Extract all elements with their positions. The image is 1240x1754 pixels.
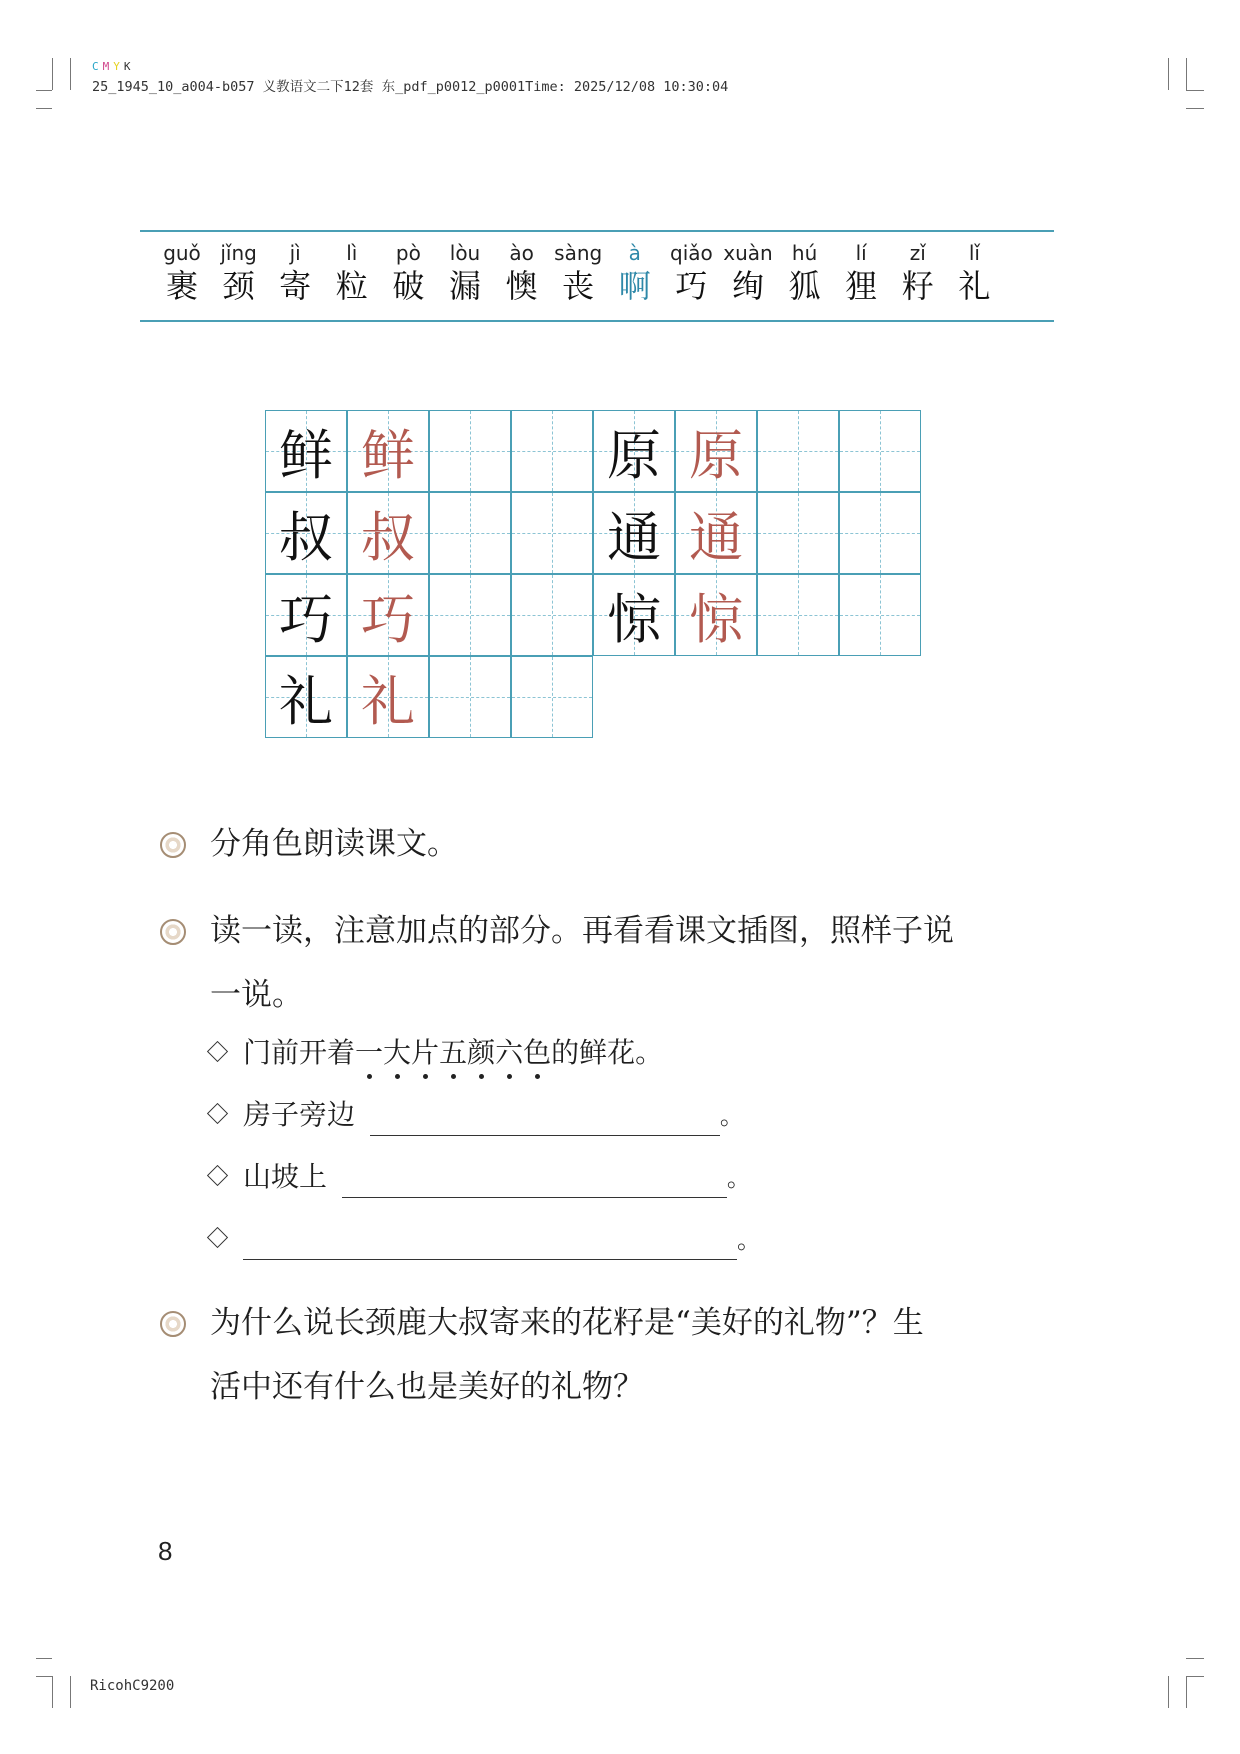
emphasized-character: 颜 — [467, 1033, 495, 1073]
grid-character: 惊 — [689, 587, 743, 651]
vocabulary-list — [160, 240, 1040, 306]
empty-writing-cell[interactable] — [511, 492, 593, 574]
period: 。 — [726, 1164, 751, 1192]
emphasized-phrase — [355, 1036, 551, 1069]
empty-writing-cell[interactable] — [429, 410, 511, 492]
exercise-2-line-2: 一说。 — [210, 977, 303, 1013]
model-character-cell — [265, 492, 347, 574]
example-4 — [210, 1219, 761, 1260]
vocab-hanzi: 粒 — [335, 267, 368, 305]
emphasized-character: 大 — [383, 1033, 411, 1073]
vocab-hanzi: 啊 — [618, 267, 651, 305]
crop-mark — [1186, 108, 1204, 109]
example-2-prefix: 房子旁边 — [243, 1098, 356, 1131]
empty-writing-cell[interactable] — [839, 410, 921, 492]
vocab-item — [890, 240, 946, 306]
emphasized-character: 六 — [495, 1033, 523, 1073]
vocab-pinyin: jǐng — [220, 241, 257, 265]
exercise-2-line-1: 读一读，注意加点的部分。再看看课文插图，照样子说 — [210, 913, 954, 949]
grid-character: 原 — [689, 423, 743, 487]
crop-mark — [36, 1676, 52, 1677]
crop-mark — [1186, 1658, 1204, 1659]
vocab-hanzi: 绚 — [731, 267, 764, 305]
model-character-cell — [593, 492, 675, 574]
vocab-pinyin: à — [628, 241, 641, 265]
vocab-item — [720, 240, 776, 306]
vocab-bottom-rule — [140, 320, 1054, 322]
vocab-pinyin: hú — [791, 241, 818, 265]
exercise-1-text: 分角色朗读课文。 — [210, 826, 458, 862]
vocab-hanzi: 丧 — [562, 267, 595, 305]
vocab-pinyin: lǐ — [968, 241, 980, 265]
cmyk-m: M — [102, 60, 114, 73]
answer-blank[interactable] — [243, 1225, 737, 1260]
model-character-cell — [265, 410, 347, 492]
vocab-pinyin: sàng — [554, 241, 603, 265]
trace-character-cell — [347, 410, 429, 492]
trace-character-cell — [675, 410, 757, 492]
exercise-2-text — [210, 899, 990, 1027]
empty-writing-cell[interactable] — [757, 410, 839, 492]
trace-character-cell — [347, 574, 429, 656]
vocab-item — [607, 240, 663, 306]
vocab-top-rule — [140, 230, 1054, 232]
empty-writing-cell[interactable] — [511, 410, 593, 492]
writing-grid — [265, 410, 925, 742]
vocab-pinyin: lí — [855, 241, 867, 265]
vocab-pinyin: lòu — [449, 241, 481, 265]
vocab-pinyin: lì — [346, 241, 358, 265]
emphasized-character: 色 — [523, 1033, 551, 1073]
grid-character: 鲜 — [279, 423, 333, 487]
emphasized-character: 一 — [355, 1033, 383, 1073]
vocab-item — [663, 240, 719, 306]
vocab-pinyin: pò — [395, 241, 421, 265]
crop-mark — [52, 1676, 53, 1708]
diamond-bullet-icon — [207, 1041, 228, 1062]
vocab-item — [777, 240, 833, 306]
period: 。 — [737, 1226, 761, 1254]
vocab-item — [494, 240, 550, 306]
printer-footer: RicohC9200 — [90, 1678, 175, 1694]
vocab-pinyin: ào — [509, 241, 534, 265]
trace-character-cell — [675, 574, 757, 656]
empty-writing-cell[interactable] — [839, 574, 921, 656]
emphasized-character: 片 — [411, 1033, 439, 1073]
crop-mark — [1186, 1676, 1204, 1677]
vocab-pinyin: zǐ — [909, 241, 926, 265]
crop-mark — [36, 1658, 52, 1659]
print-job-line: 25_1945_10_a004-b057 义教语文二下12套 东_pdf_p0012_p0001Time: 2025/12/08 10:30:04 — [92, 79, 729, 95]
vocab-pinyin: xuàn — [723, 241, 773, 265]
example-3-prefix: 山坡上 — [243, 1160, 328, 1193]
cmyk-marks — [92, 60, 135, 73]
vocab-item — [324, 240, 380, 306]
page-number: 8 — [158, 1536, 173, 1566]
vocab-hanzi: 寄 — [279, 267, 312, 305]
cmyk-y: Y — [113, 60, 124, 73]
empty-writing-cell[interactable] — [511, 574, 593, 656]
empty-writing-cell[interactable] — [429, 656, 511, 738]
vocab-hanzi: 礼 — [958, 267, 991, 305]
grid-character: 巧 — [279, 587, 333, 651]
emphasized-character: 五 — [439, 1033, 467, 1073]
model-character-cell — [265, 574, 347, 656]
grid-character: 惊 — [607, 587, 661, 651]
model-character-cell — [593, 410, 675, 492]
grid-character: 叔 — [279, 505, 333, 569]
diamond-bullet-icon — [207, 1227, 228, 1248]
vocab-pinyin: jì — [289, 241, 301, 265]
cmyk-k: K — [123, 60, 135, 73]
grid-character: 巧 — [361, 587, 415, 651]
grid-character: 通 — [689, 505, 743, 569]
vocab-item — [833, 240, 889, 306]
vocab-hanzi: 巧 — [675, 267, 708, 305]
vocab-item — [550, 240, 606, 306]
grid-character: 通 — [607, 505, 661, 569]
vocab-item — [437, 240, 493, 306]
vocab-pinyin: qiǎo — [670, 241, 713, 265]
diamond-bullet-icon — [207, 1103, 228, 1124]
example-1-start: 门前开着 — [243, 1036, 356, 1069]
exercise-3-line-2: 活中还有什么也是美好的礼物？ — [210, 1369, 644, 1405]
period: 。 — [719, 1102, 744, 1130]
trace-character-cell — [675, 492, 757, 574]
example-3 — [210, 1157, 751, 1198]
grid-character: 鲜 — [361, 423, 415, 487]
exercise-3-line-1: 为什么说长颈鹿大叔寄来的花籽是“美好的礼物”？生 — [210, 1305, 924, 1341]
crop-mark — [36, 90, 52, 91]
model-character-cell — [265, 656, 347, 738]
diamond-bullet-icon — [207, 1165, 228, 1186]
crop-mark — [70, 1676, 71, 1708]
vocab-item — [154, 240, 210, 306]
vocab-pinyin: guǒ — [163, 241, 201, 265]
vocab-hanzi: 狐 — [788, 267, 821, 305]
crop-mark — [1168, 1676, 1169, 1708]
vocab-item — [946, 240, 1002, 306]
vocab-hanzi: 裹 — [165, 267, 198, 305]
exercise-bullet-icon — [160, 919, 186, 945]
exercise-bullet-icon — [160, 1311, 186, 1337]
example-2 — [210, 1095, 744, 1136]
example-1 — [210, 1033, 663, 1073]
cmyk-c: C — [92, 60, 103, 73]
vocab-item — [267, 240, 323, 306]
trace-character-cell — [347, 656, 429, 738]
vocab-hanzi: 颈 — [222, 267, 255, 305]
grid-character: 叔 — [361, 505, 415, 569]
exercise-bullet-icon — [160, 832, 186, 858]
example-1-end: 的鲜花。 — [551, 1036, 664, 1069]
grid-character: 礼 — [279, 669, 333, 733]
vocab-hanzi: 破 — [392, 267, 425, 305]
model-character-cell — [593, 574, 675, 656]
trace-character-cell — [347, 492, 429, 574]
vocab-hanzi: 漏 — [448, 267, 481, 305]
empty-writing-cell[interactable] — [839, 492, 921, 574]
crop-mark — [1186, 58, 1187, 90]
empty-writing-cell[interactable] — [429, 492, 511, 574]
empty-writing-cell[interactable] — [429, 574, 511, 656]
crop-mark — [1186, 1676, 1187, 1708]
grid-character: 原 — [607, 423, 661, 487]
exercise-3-text — [210, 1291, 990, 1419]
empty-writing-cell[interactable] — [757, 492, 839, 574]
answer-blank[interactable] — [370, 1101, 720, 1136]
crop-mark — [1168, 58, 1169, 90]
vocab-item — [211, 240, 267, 306]
grid-character: 礼 — [361, 669, 415, 733]
empty-writing-cell[interactable] — [757, 574, 839, 656]
crop-mark — [36, 108, 52, 109]
vocab-item — [380, 240, 436, 306]
answer-blank[interactable] — [342, 1163, 727, 1198]
empty-writing-cell[interactable] — [511, 656, 593, 738]
vocab-hanzi: 懊 — [505, 267, 538, 305]
vocab-hanzi: 籽 — [901, 267, 934, 305]
crop-mark — [1186, 90, 1204, 91]
crop-mark — [70, 58, 71, 90]
vocab-hanzi: 狸 — [845, 267, 878, 305]
crop-mark — [52, 58, 53, 90]
